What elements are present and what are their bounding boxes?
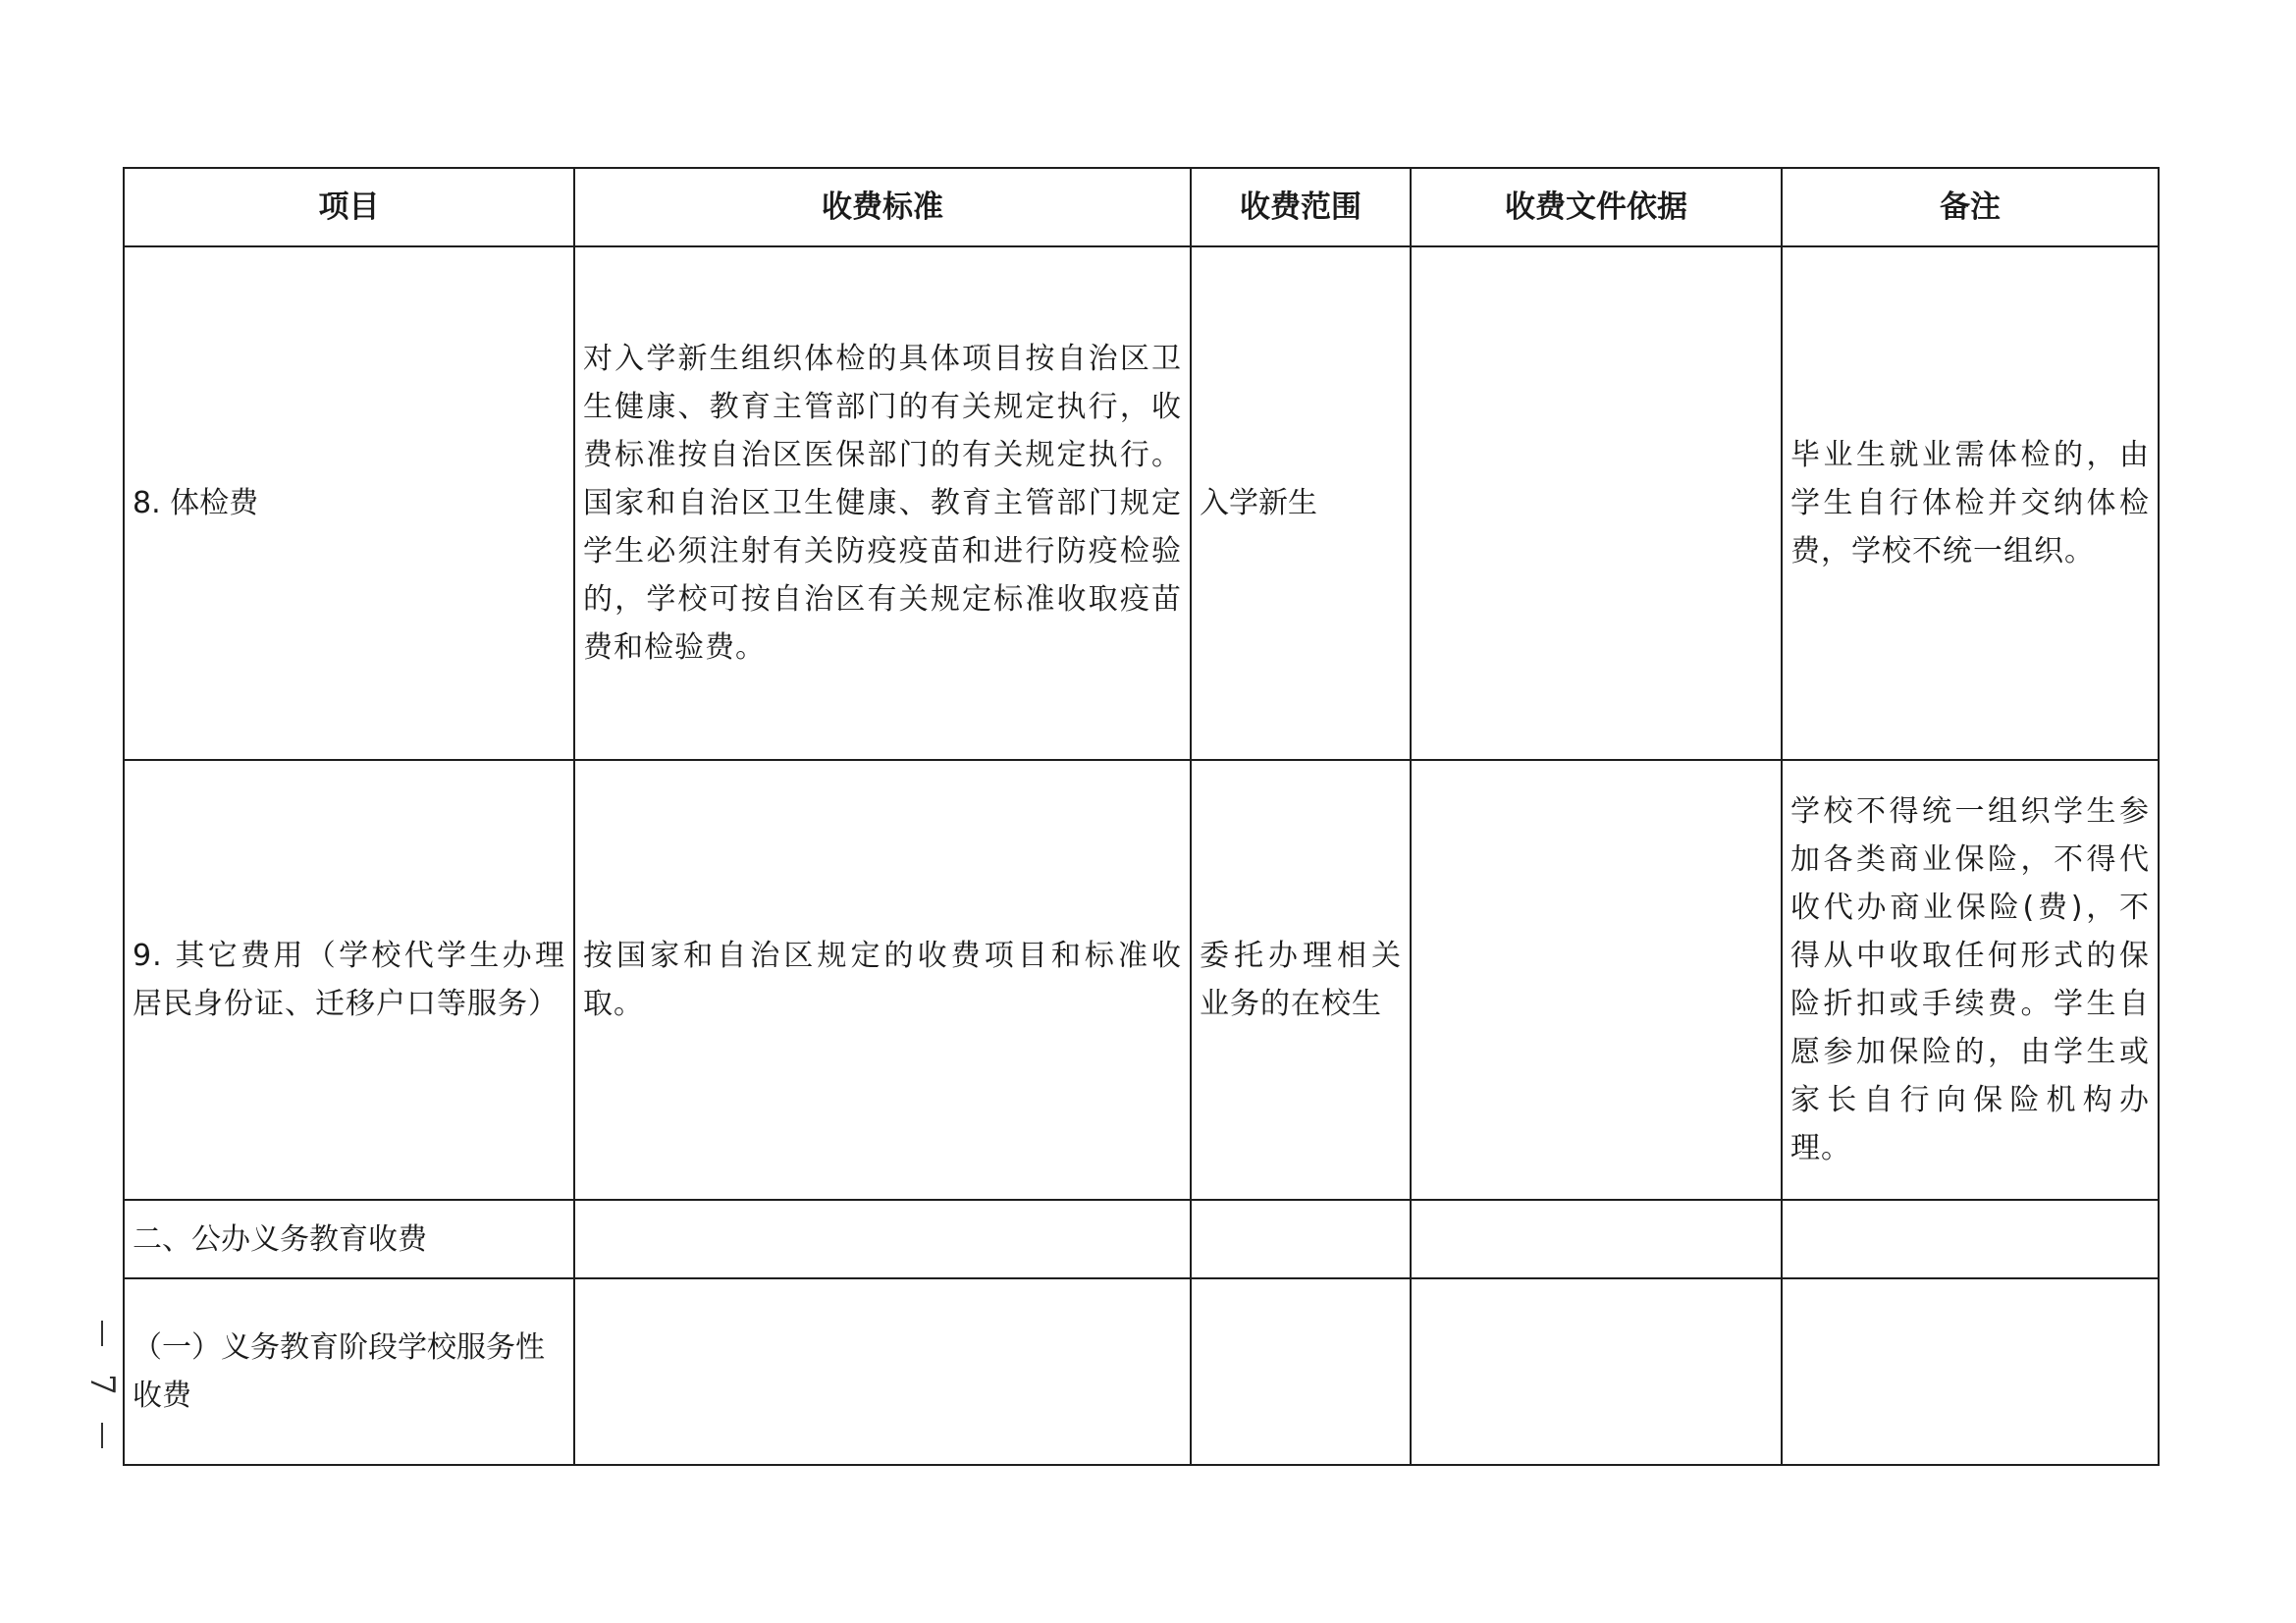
header-scope: 收费范围 — [1191, 168, 1411, 246]
table-row — [124, 246, 2159, 760]
fee-table — [123, 167, 2160, 1466]
page-number-value: 7 — [81, 1374, 122, 1395]
page-number — [82, 1321, 122, 1448]
header-item: 项目 — [124, 168, 574, 246]
table-row — [124, 760, 2159, 1200]
row-8-standard: 对入学新生组织体检的具体项目按自治区卫生健康、教育主管部门的有关规定执行，收费标准按自治区医保部门的有关规定执行。国家和自治区卫生健康、教育主管部门规定学生必须注射有关防疫疫苗和进行防疫检验的，学校可按自治区有关规定标准收取疫苗费和检验费。 — [574, 246, 1191, 760]
page-number-dash-top — [101, 1321, 103, 1346]
subsection-service-fees: （一）义务教育阶段学校服务性收费 — [124, 1278, 574, 1465]
header-remark: 备注 — [1782, 168, 2159, 246]
row-9-basis — [1411, 760, 1782, 1200]
subsection-scope — [1191, 1278, 1411, 1465]
subsection-standard — [574, 1278, 1191, 1465]
row-9-scope: 委托办理相关业务的在校生 — [1191, 760, 1411, 1200]
subsection-basis — [1411, 1278, 1782, 1465]
row-9-standard: 按国家和自治区规定的收费项目和标准收取。 — [574, 760, 1191, 1200]
section-remark — [1782, 1200, 2159, 1278]
row-8-scope: 入学新生 — [1191, 246, 1411, 760]
section-standard — [574, 1200, 1191, 1278]
table-header-row — [124, 168, 2159, 246]
table-row — [124, 1200, 2159, 1278]
header-basis: 收费文件依据 — [1411, 168, 1782, 246]
row-9-item: 9. 其它费用（学校代学生办理居民身份证、迁移户口等服务） — [124, 760, 574, 1200]
row-8-basis — [1411, 246, 1782, 760]
section-scope — [1191, 1200, 1411, 1278]
page-number-dash-bottom — [101, 1423, 103, 1448]
subsection-remark — [1782, 1278, 2159, 1465]
header-standard: 收费标准 — [574, 168, 1191, 246]
table-row — [124, 1278, 2159, 1465]
section-public-compulsory: 二、公办义务教育收费 — [124, 1200, 574, 1278]
row-8-remark: 毕业生就业需体检的，由学生自行体检并交纳体检费，学校不统一组织。 — [1782, 246, 2159, 760]
row-8-item: 8. 体检费 — [124, 246, 574, 760]
section-basis — [1411, 1200, 1782, 1278]
row-9-remark: 学校不得统一组织学生参加各类商业保险，不得代收代办商业保险(费)，不得从中收取任何形式的保险折扣或手续费。学生自愿参加保险的，由学生或家长自行向保险机构办理。 — [1782, 760, 2159, 1200]
